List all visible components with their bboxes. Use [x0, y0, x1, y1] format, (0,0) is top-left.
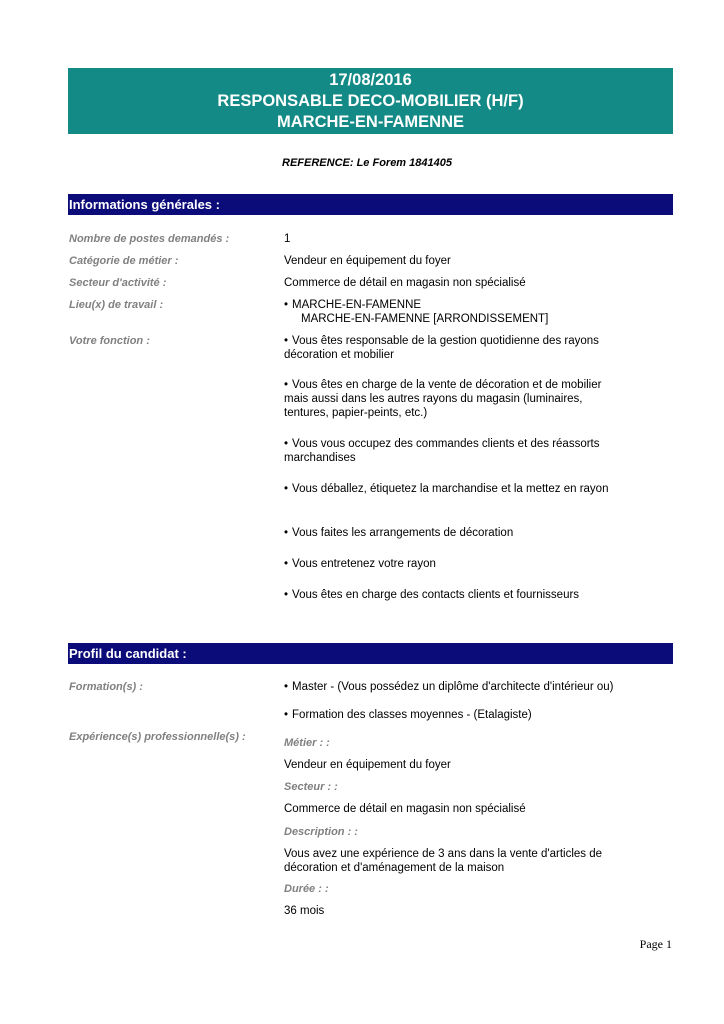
formation-item-text: Master - (Vous possédez un diplôme d'architecte d'intérieur ou)	[292, 681, 614, 693]
fonction-item-text: Vous déballez, étiquetez la marchandise et la mettez en rayon	[292, 483, 609, 495]
bullet-icon: •	[284, 527, 289, 539]
duree-label: Durée : :	[284, 883, 329, 895]
fonction-item-text: Vous êtes en charge de la vente de décoration et de mobilier mais aussi dans les autres rayons du magasin (luminaires, tentures, papier-peints, etc.)	[284, 379, 602, 419]
bullet-icon: •	[284, 438, 289, 450]
secteur-value: Commerce de détail en magasin non spécialisé	[284, 277, 526, 289]
lieu-item	[284, 298, 614, 326]
duree-value: 36 mois	[284, 905, 325, 917]
job-title: RESPONSABLE DECO-MOBILIER (H/F)	[217, 91, 524, 110]
lieu-label: Lieu(x) de travail :	[69, 299, 164, 311]
bullet-icon: •	[284, 379, 289, 391]
exp-secteur-value: Commerce de détail en magasin non spécialisé	[284, 803, 526, 815]
experience-label: Expérience(s) professionnelle(s) :	[69, 731, 246, 743]
fonction-item-text: Vous entretenez votre rayon	[292, 558, 436, 570]
fonction-item	[284, 557, 614, 571]
exp-secteur-label: Secteur : :	[284, 781, 338, 793]
description-label: Description : :	[284, 826, 358, 838]
categorie-label: Catégorie de métier :	[69, 255, 179, 267]
formation-item	[284, 680, 614, 694]
fonction-item	[284, 588, 614, 602]
fonction-item	[284, 334, 614, 362]
description-value: Vous avez une expérience de 3 ans dans la vente d'articles de décoration et d'aménagement de la maison	[284, 848, 603, 874]
page-number: Page 1	[639, 937, 672, 951]
job-location: MARCHE-EN-FAMENNE	[277, 112, 464, 131]
secteur-label: Secteur d'activité :	[69, 277, 167, 289]
fonction-item-text: Vous êtes en charge des contacts clients et fournisseurs	[292, 589, 580, 601]
fonction-item-text: Vous êtes responsable de la gestion quotidienne des rayons décoration et mobilier	[284, 335, 599, 361]
section-general-title: Informations générales :	[68, 194, 673, 215]
bullet-icon: •	[284, 558, 289, 570]
metier-label: Métier : :	[284, 737, 330, 749]
fonction-label: Votre fonction :	[69, 335, 150, 347]
fonction-item	[284, 526, 614, 540]
fonction-item	[284, 378, 614, 420]
bullet-icon: •	[284, 709, 289, 721]
postes-label: Nombre de postes demandés :	[69, 233, 230, 245]
formation-label: Formation(s) :	[69, 681, 143, 693]
reference: REFERENCE: Le Forem 1841405	[282, 157, 452, 169]
bullet-icon: •	[284, 589, 289, 601]
fonction-item-text: Vous vous occupez des commandes clients et des réassorts marchandises	[284, 438, 600, 464]
lieu-line2: MARCHE-EN-FAMENNE [ARRONDISSEMENT]	[301, 313, 549, 325]
fonction-item-text: Vous faites les arrangements de décoration	[292, 527, 514, 539]
job-date: 17/08/2016	[329, 70, 412, 89]
section-profil-title: Profil du candidat :	[68, 643, 673, 664]
categorie-value: Vendeur en équipement du foyer	[284, 255, 451, 267]
lieu-line1: MARCHE-EN-FAMENNE	[292, 299, 422, 311]
bullet-icon: •	[284, 483, 289, 495]
bullet-icon: •	[284, 335, 289, 347]
bullet-icon: •	[284, 681, 289, 693]
formation-item	[284, 708, 614, 722]
formation-item-text: Formation des classes moyennes - (Etalagiste)	[292, 709, 532, 721]
bullet-icon: •	[284, 299, 289, 311]
metier-value: Vendeur en équipement du foyer	[284, 759, 451, 771]
postes-value: 1	[284, 233, 291, 245]
fonction-item	[284, 482, 614, 496]
job-header	[68, 68, 673, 134]
fonction-item	[284, 437, 614, 465]
